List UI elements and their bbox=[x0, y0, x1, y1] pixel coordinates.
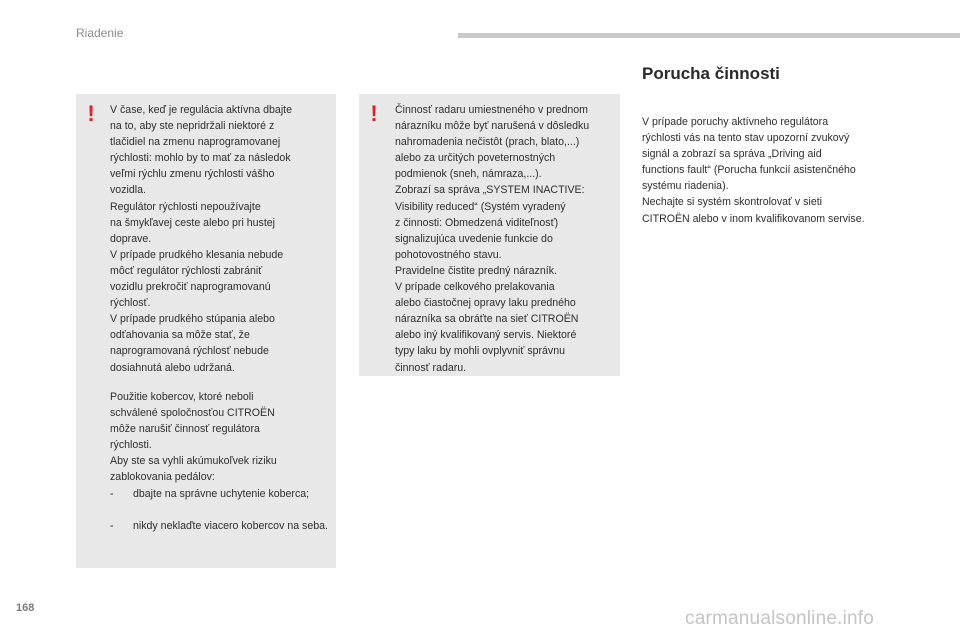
bullet-dash: - bbox=[110, 488, 114, 500]
exclamation-warning-icon: ! bbox=[370, 101, 378, 126]
bullet-text: nikdy neklaďte viacero kobercov na seba. bbox=[133, 520, 328, 532]
page-number: 168 bbox=[16, 602, 35, 614]
warning-text-radar: Činnosť radaru umiestneného v prednom nárazníku môže byť narušená v dôsledku nahromadenia nečistôt (prach, blato,...) alebo za určitých poveternostných podmienok (sneh, námraza,...). Zobrazí sa správa „SYSTEM INACTIVE: Visibility reduced“ (Systém vyradený z činnosti: Obmedzená viditeľnosť) signalizujúca uvedenie funkcie do pohotovostného stavu. Pravidelne čistite predný nárazník. V prípade celkového prelakovania alebo čiastočnej opravy laku predného nárazníka sa obráťte na sieť CITROËN alebo iný kvalifikovaný servis. Niektoré typy laku by mohli ovplyvniť správnu činnosť radaru. bbox=[395, 104, 590, 374]
warning-text-cruise-control: V čase, keď je regulácia aktívna dbajte na to, aby ste nepridržali niektoré z tlačidiel na zmenu naprogramovanej rýchlosti: mohlo by to mať za následok veľmi rýchlu zmenu rýchlosti vášho vozidla. Regulátor rýchlosti nepoužívajte na šmykľavej ceste alebo pri hustej doprave. V prípade prudkého klesania nebude môcť regulátor rýchlosti zabrániť vozidlu prekročiť naprogramovanú rýchlosť. V prípade prudkého stúpania alebo odťahovania sa môže stať, že naprogramovaná rýchlosť nebude dosiahnutá alebo udržaná. bbox=[110, 104, 293, 374]
watermark: carmanualsonline.info bbox=[685, 608, 875, 629]
exclamation-warning-icon: ! bbox=[87, 101, 95, 126]
bullet-text: dbajte na správne uchytenie koberca; bbox=[133, 488, 310, 500]
list-item bbox=[110, 486, 336, 502]
list-item bbox=[110, 518, 336, 534]
bullet-dash: - bbox=[110, 520, 114, 532]
chapter-title: Riadenie bbox=[76, 26, 124, 40]
section-body-text: V prípade poruchy aktívneho regulátora rýchlosti vás na tento stav upozorní zvukový signál a zobrazí sa správa „Driving aid functions fault“ (Porucha funkcií asistenčného systému riadenia). Nechajte si systém skontrolovať v sieti CITROËN alebo v inom kvalifikovanom servise. bbox=[642, 116, 865, 225]
header-divider-bar bbox=[458, 33, 960, 38]
warning-text-floor-mats: Použitie kobercov, ktoré neboli schválené spoločnosťou CITROËN môže narušiť činnosť regulátora rýchlosti. Aby ste sa vyhli akúmukoľvek riziku zablokovania pedálov: bbox=[110, 391, 277, 484]
section-title: Porucha činnosti bbox=[642, 64, 780, 83]
